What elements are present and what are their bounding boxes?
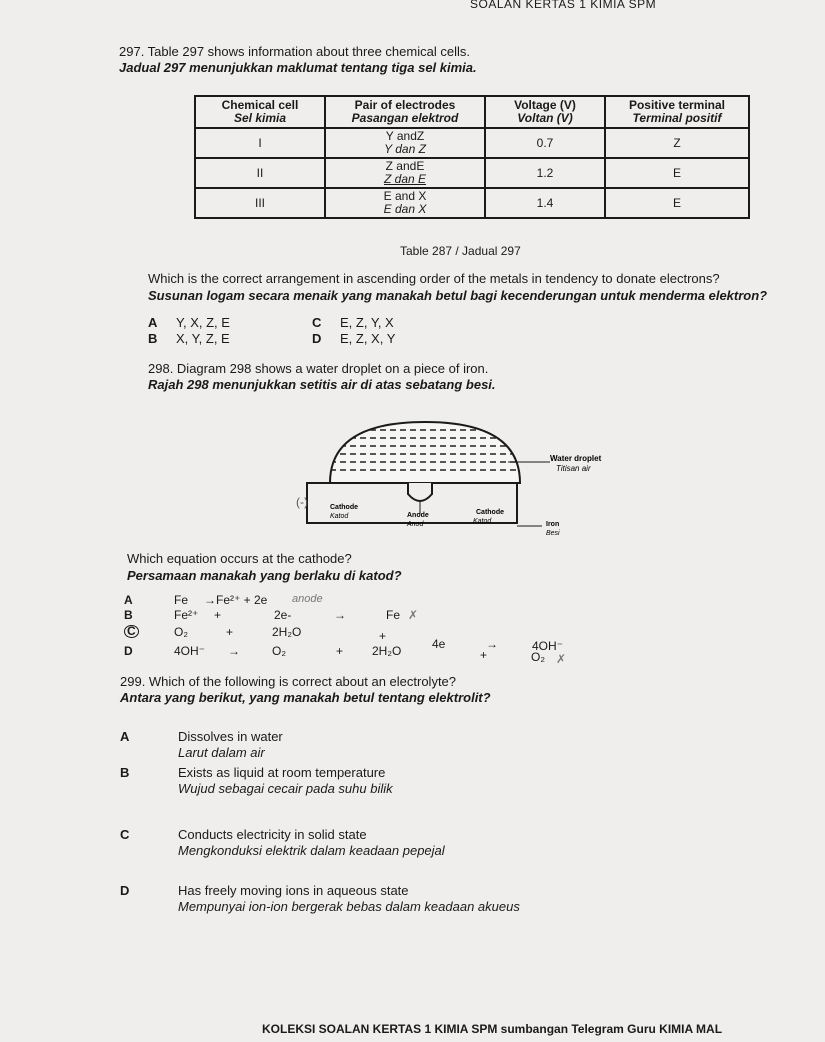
- cell-pair: E and X E dan X: [325, 188, 485, 218]
- page-header: SOALAN KERTAS 1 KIMIA SPM: [470, 0, 657, 11]
- q297-stem-ms: Jadual 297 menunjukkan maklumat tentang tiga sel kimia.: [119, 60, 477, 75]
- q297-question-en: Which is the correct arrangement in ascending order of the metals in tendency to donate electrons?: [148, 271, 720, 286]
- cell-id: II: [195, 158, 325, 188]
- cell-voltage: 1.2: [485, 158, 605, 188]
- cell-pair: Y andZ Y dan Z: [325, 128, 485, 158]
- q299-stem-en: 299. Which of the following is correct about an electrolyte?: [120, 674, 457, 689]
- q297-option-c[interactable]: C E, Z, Y, X: [312, 315, 394, 330]
- q297-question-ms: Susunan logam secara menaik yang manakah betul bagi kecenderungan untuk menderma elektron?: [148, 288, 768, 303]
- label-anode-en: Anode: [407, 512, 429, 519]
- label-anode-ms: Anod: [407, 521, 424, 528]
- q297-option-d[interactable]: D E, Z, X, Y: [312, 331, 396, 346]
- label-cathode-right-ms: Katod: [473, 518, 492, 525]
- table-row: [195, 188, 749, 218]
- header-positive-terminal: Positive terminal Terminal positif: [605, 96, 749, 128]
- q298-stem-en: 298. Diagram 298 shows a water droplet on a piece of iron.: [148, 361, 489, 376]
- cell-id: I: [195, 128, 325, 158]
- label-cathode-left-en: Cathode: [330, 504, 358, 511]
- q298-option-b[interactable]: B Fe²⁺ + 2e- → Fe ✗: [124, 608, 419, 622]
- header-pair-electrodes: Pair of electrodes Pasangan elektrod: [325, 96, 485, 128]
- cell-pair: Z andE Z dan E: [325, 158, 485, 188]
- cell-id: III: [195, 188, 325, 218]
- label-water-ms: Titisan air: [556, 464, 591, 473]
- table-header-row: [195, 96, 749, 128]
- iron-droplet-diagram: [280, 418, 620, 548]
- q298-question-ms: Persamaan manakah yang berlaku di katod?: [127, 568, 402, 583]
- q298-option-a[interactable]: A Fe →Fe²⁺ + 2e anode: [124, 593, 323, 607]
- cell-terminal: E: [605, 158, 749, 188]
- cell-voltage: 1.4: [485, 188, 605, 218]
- label-cathode-right-en: Cathode: [476, 509, 504, 516]
- anode-pit: [408, 483, 432, 501]
- cell-voltage: 0.7: [485, 128, 605, 158]
- q298-stem-ms: Rajah 298 menunjukkan setitis air di atas sebatang besi.: [148, 377, 496, 392]
- q298-option-d[interactable]: D 4OH⁻ → O₂ + 2H₂O + O₂ ✗: [124, 644, 567, 666]
- page-footer: KOLEKSI SOALAN KERTAS 1 KIMIA SPM sumbangan Telegram Guru KIMIA MAL: [262, 1022, 723, 1036]
- label-iron-en: Iron: [546, 521, 560, 528]
- handwritten-mark: (-): [296, 495, 308, 509]
- cell-terminal: E: [605, 188, 749, 218]
- table-row: [195, 128, 749, 158]
- label-iron-ms: Besi: [546, 530, 560, 537]
- table-row: [195, 158, 749, 188]
- water-droplet: [330, 422, 520, 483]
- q299-stem-ms: Antara yang berikut, yang manakah betul tentang elektrolit?: [120, 690, 491, 705]
- label-cathode-left-ms: Katod: [330, 513, 349, 520]
- q297-table: [194, 95, 750, 219]
- q298-question-en: Which equation occurs at the cathode?: [127, 551, 352, 566]
- q297-option-b[interactable]: B X, Y, Z, E: [148, 331, 230, 346]
- header-chemical-cell: Chemical cell Sel kimia: [195, 96, 325, 128]
- q297-stem-en: 297. Table 297 shows information about three chemical cells.: [119, 44, 470, 59]
- label-water-en: Water droplet: [550, 454, 602, 463]
- cell-terminal: Z: [605, 128, 749, 158]
- q298-option-c[interactable]: C O₂ + 2H₂O + 4e → 4OH⁻: [124, 625, 684, 641]
- table-caption: Table 287 / Jadual 297: [400, 244, 521, 258]
- q297-option-a[interactable]: A Y, X, Z, E: [148, 315, 230, 330]
- header-voltage: Voltage (V) Voltan (V): [485, 96, 605, 128]
